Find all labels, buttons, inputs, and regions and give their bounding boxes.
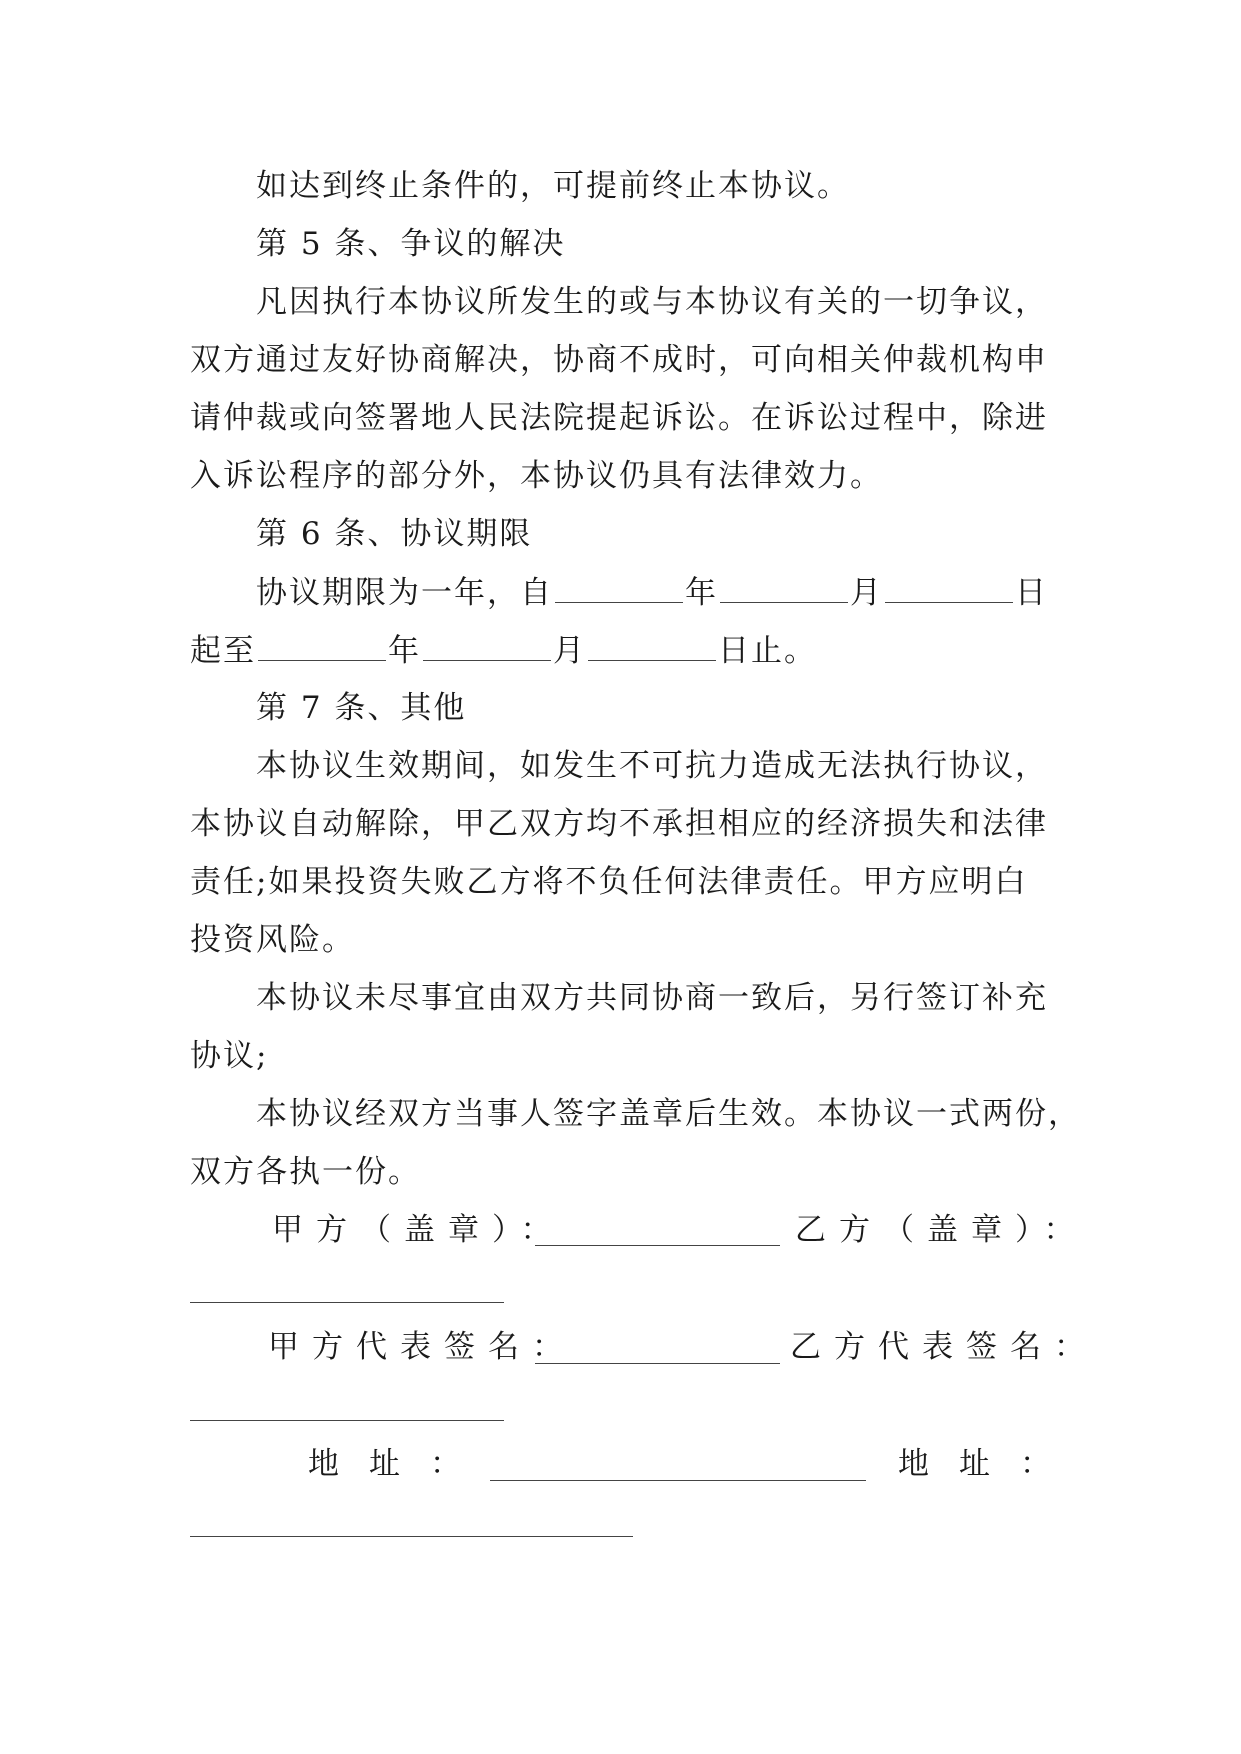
party-b-rep-blank[interactable] bbox=[190, 1420, 504, 1421]
paragraph-line: 入诉讼程序的部分外，本协议仍具有法律效力。 bbox=[190, 458, 883, 494]
section-heading-7: 第 7 条、其他 bbox=[256, 690, 467, 726]
paragraph-line: 本协议生效期间，如发生不可抗力造成无法执行协议， bbox=[256, 748, 1048, 784]
paragraph-line: 投资风险。 bbox=[190, 922, 355, 958]
start-month-blank[interactable] bbox=[720, 572, 848, 603]
address-a-label: 地址： bbox=[308, 1446, 491, 1482]
party-b-seal-blank[interactable] bbox=[190, 1302, 504, 1303]
day-end-label: 日止。 bbox=[718, 633, 817, 669]
paragraph-line: 协议; bbox=[190, 1038, 269, 1074]
term-start-line bbox=[256, 572, 1048, 613]
party-a-seal-label: 甲方（盖章）： bbox=[272, 1212, 565, 1248]
paragraph-line: 责任;如果投资失败乙方将不负任何法律责任。甲方应明白 bbox=[190, 864, 1028, 900]
paragraph-line: 本协议未尽事宜由双方共同协商一致后，另行签订补充 bbox=[256, 980, 1048, 1016]
party-b-seal-label: 乙方（盖章）： bbox=[795, 1212, 1088, 1248]
day-label: 日 bbox=[1015, 575, 1048, 611]
term-intro-text: 协议期限为一年，自 bbox=[256, 575, 553, 611]
term-end-line bbox=[190, 630, 817, 671]
start-day-blank[interactable] bbox=[885, 572, 1013, 603]
end-month-blank[interactable] bbox=[423, 630, 551, 661]
paragraph-line: 本协议经双方当事人签字盖章后生效。本协议一式两份， bbox=[256, 1096, 1081, 1132]
paragraph-line: 如达到终止条件的，可提前终止本协议。 bbox=[256, 168, 850, 204]
paragraph-line: 本协议自动解除，甲乙双方均不承担相应的经济损失和法律 bbox=[190, 806, 1048, 842]
party-a-rep-label: 甲方代表签名： bbox=[268, 1329, 576, 1365]
term-end-text: 起至 bbox=[190, 633, 256, 669]
section-heading-5: 第 5 条、争议的解决 bbox=[256, 226, 566, 262]
year-label: 年 bbox=[388, 633, 421, 669]
section-heading-6: 第 6 条、协议期限 bbox=[256, 516, 533, 552]
party-a-seal-blank[interactable] bbox=[535, 1245, 780, 1246]
month-label: 月 bbox=[850, 575, 883, 611]
end-year-blank[interactable] bbox=[258, 630, 386, 661]
month-label: 月 bbox=[553, 633, 586, 669]
paragraph-line: 双方通过友好协商解决，协商不成时，可向相关仲裁机构申 bbox=[190, 342, 1048, 378]
address-a-blank[interactable] bbox=[490, 1480, 866, 1481]
address-b-label: 地址： bbox=[898, 1446, 1081, 1482]
address-b-blank[interactable] bbox=[190, 1536, 633, 1537]
year-label: 年 bbox=[685, 575, 718, 611]
start-year-blank[interactable] bbox=[555, 572, 683, 603]
paragraph-line: 请仲裁或向签署地人民法院提起诉讼。在诉讼过程中，除进 bbox=[190, 400, 1048, 436]
paragraph-line: 双方各执一份。 bbox=[190, 1154, 421, 1190]
paragraph-line: 凡因执行本协议所发生的或与本协议有关的一切争议， bbox=[256, 284, 1048, 320]
party-a-rep-blank[interactable] bbox=[535, 1363, 780, 1364]
party-b-rep-label: 乙方代表签名： bbox=[790, 1329, 1098, 1365]
end-day-blank[interactable] bbox=[588, 630, 716, 661]
